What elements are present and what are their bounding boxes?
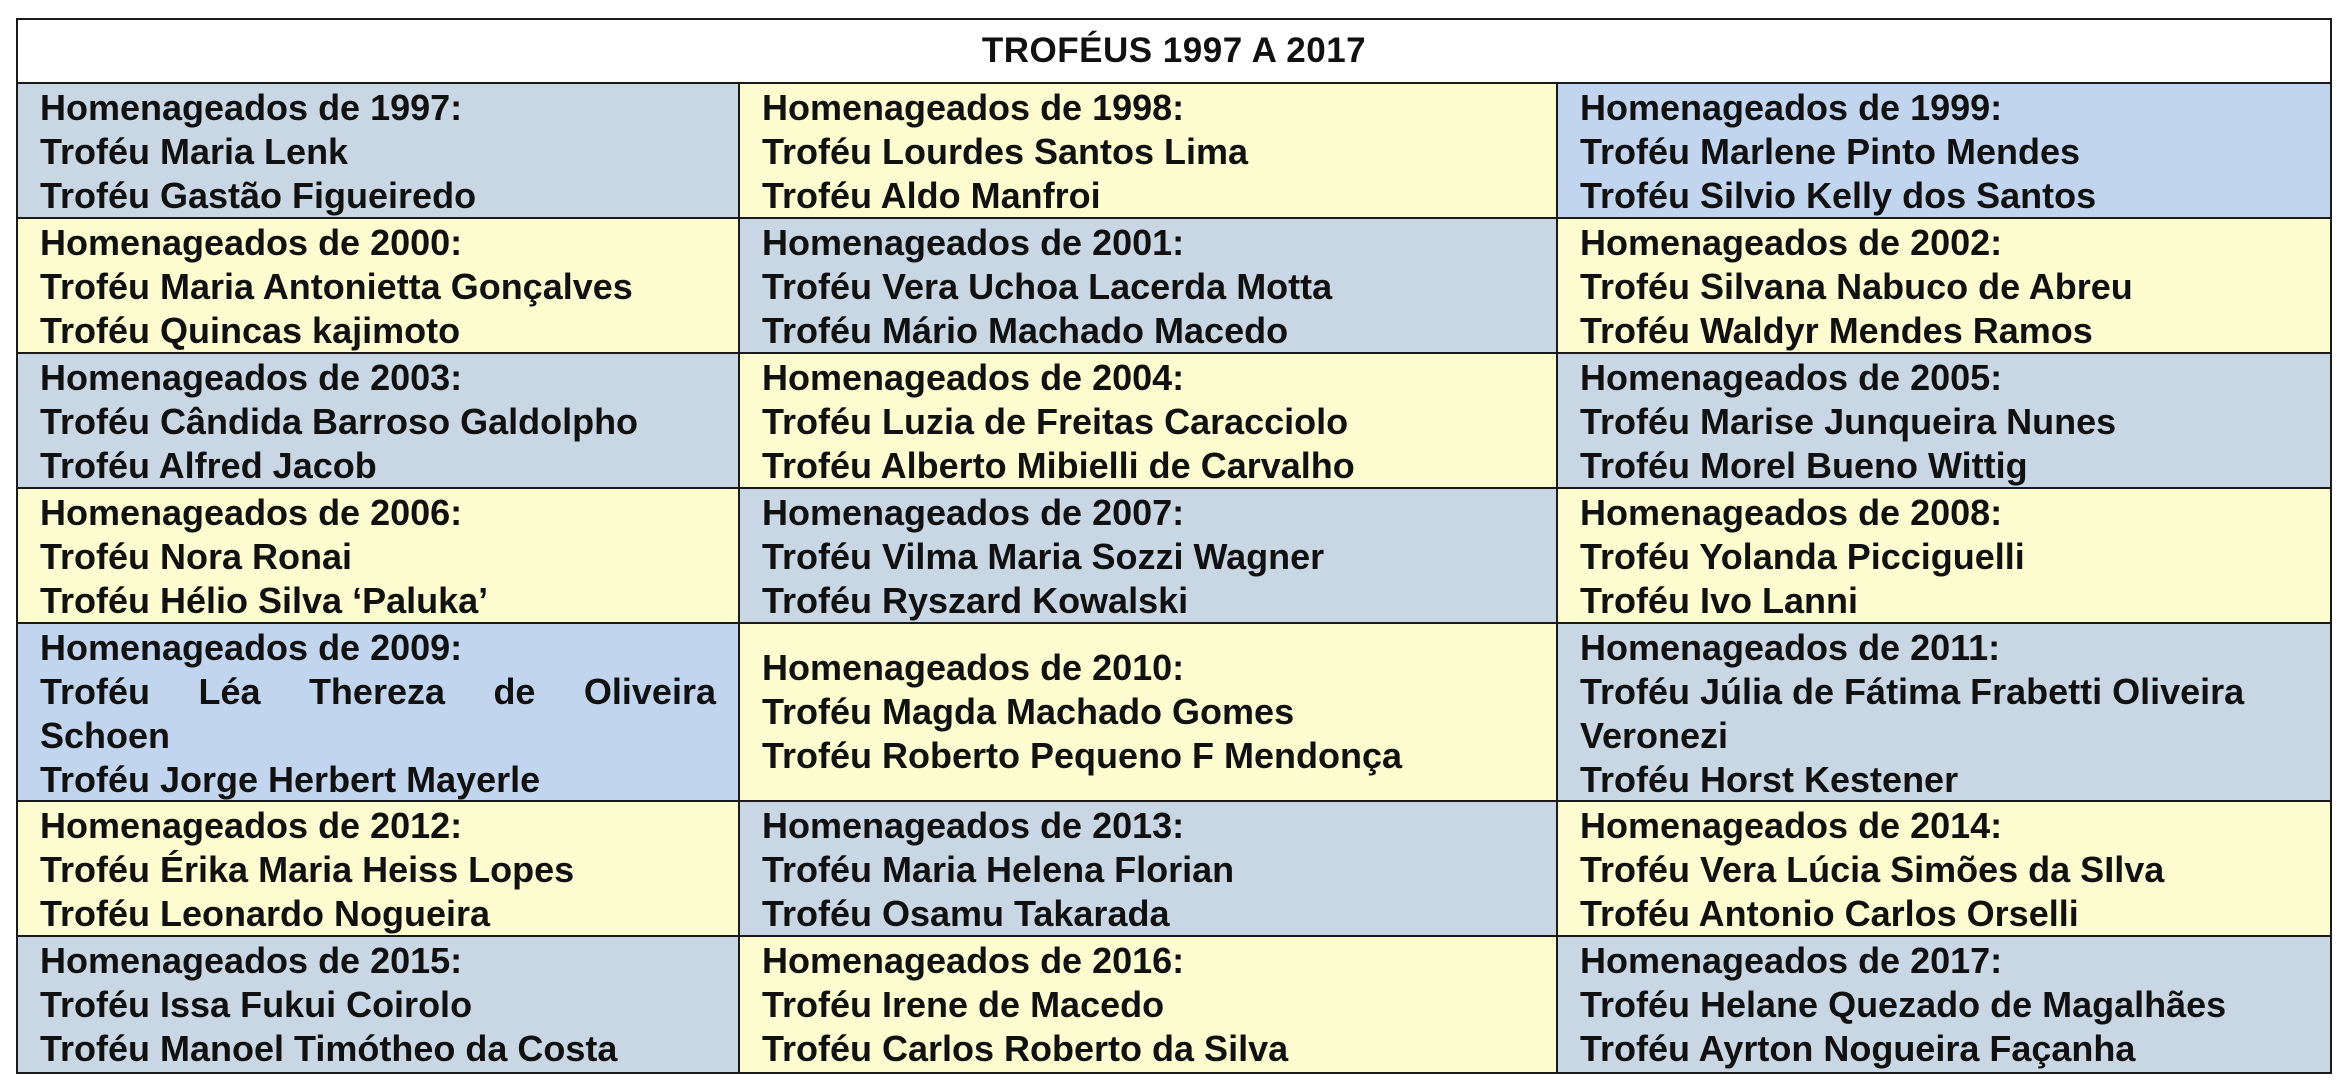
cell-2014: [1558, 802, 2330, 937]
trophy-name: Troféu Hélio Silva ‘Paluka’: [40, 580, 489, 621]
year-heading: Homenageados de 1998:: [762, 87, 1185, 128]
trophy-name: Troféu Gastão Figueiredo: [40, 175, 477, 216]
trophy-name: Troféu Silvio Kelly dos Santos: [1580, 175, 2097, 216]
cell-1999: [1558, 84, 2330, 219]
year-heading: Homenageados de 2017:: [1580, 940, 2003, 981]
trophy-name: Troféu Lourdes Santos Lima: [762, 131, 1249, 172]
trophy-name: Troféu Maria Antonietta Gonçalves: [40, 266, 633, 307]
trophy-name: Troféu Roberto Pequeno F Mendonça: [762, 735, 1403, 776]
trophy-name: Troféu Júlia de Fátima Frabetti Oliveira: [1580, 671, 2245, 712]
honorees-grid: [18, 84, 2330, 1072]
year-heading: Homenageados de 2004:: [762, 357, 1185, 398]
trophy-name: Troféu Érika Maria Heiss Lopes: [40, 849, 575, 890]
trophy-name: Troféu Nora Ronai: [40, 536, 353, 577]
year-heading: Homenageados de 2001:: [762, 222, 1185, 263]
trophy-table: [16, 18, 2332, 1074]
cell-2001: [740, 219, 1558, 354]
trophy-name: Troféu Ryszard Kowalski: [762, 580, 1189, 621]
year-heading: Homenageados de 2013:: [762, 805, 1185, 846]
trophy-name: Troféu Manoel Timótheo da Costa: [40, 1028, 618, 1069]
trophy-name: Troféu Osamu Takarada: [762, 893, 1170, 934]
cell-2009: [18, 624, 740, 802]
cell-2004: [740, 354, 1558, 489]
trophy-name: Troféu Yolanda Picciguelli: [1580, 536, 2025, 577]
cell-2007: [740, 489, 1558, 624]
year-heading: Homenageados de 2005:: [1580, 357, 2003, 398]
trophy-name: Troféu Maria Lenk: [40, 131, 349, 172]
cell-2005: [1558, 354, 2330, 489]
year-heading: Homenageados de 2015:: [40, 940, 463, 981]
year-heading: Homenageados de 2002:: [1580, 222, 2003, 263]
trophy-name: Troféu Aldo Manfroi: [762, 175, 1101, 216]
trophy-name: Troféu Issa Fukui Coirolo: [40, 984, 473, 1025]
table-title: TROFÉUS 1997 A 2017: [18, 20, 2330, 84]
trophy-name: Troféu Jorge Herbert Mayerle: [40, 759, 541, 800]
cell-2016: [740, 937, 1558, 1072]
cell-1998: [740, 84, 1558, 219]
cell-2000: [18, 219, 740, 354]
cell-1997: [18, 84, 740, 219]
trophy-name: Troféu Helane Quezado de Magalhães: [1580, 984, 2227, 1025]
trophy-name: Troféu Léa Thereza de Oliveira: [40, 671, 716, 712]
year-heading: Homenageados de 2003:: [40, 357, 463, 398]
trophy-name: Troféu Morel Bueno Wittig: [1580, 445, 2028, 486]
cell-2012: [18, 802, 740, 937]
trophy-name: Troféu Maria Helena Florian: [762, 849, 1235, 890]
trophy-name: Troféu Ivo Lanni: [1580, 580, 1859, 621]
cell-2008: [1558, 489, 2330, 624]
year-heading: Homenageados de 2006:: [40, 492, 463, 533]
trophy-name: Troféu Ayrton Nogueira Façanha: [1580, 1028, 2136, 1069]
trophy-name: Troféu Vilma Maria Sozzi Wagner: [762, 536, 1325, 577]
trophy-name: Troféu Waldyr Mendes Ramos: [1580, 310, 2093, 351]
trophy-name: Troféu Silvana Nabuco de Abreu: [1580, 266, 2133, 307]
year-heading: Homenageados de 1999:: [1580, 87, 2003, 128]
trophy-name: Troféu Leonardo Nogueira: [40, 893, 491, 934]
cell-2010: [740, 624, 1558, 802]
trophy-name: Troféu Marlene Pinto Mendes: [1580, 131, 2081, 172]
year-heading: Homenageados de 2014:: [1580, 805, 2003, 846]
trophy-name: Troféu Magda Machado Gomes: [762, 691, 1295, 732]
trophy-name: Troféu Carlos Roberto da Silva: [762, 1028, 1289, 1069]
trophy-name: Troféu Quincas kajimoto: [40, 310, 461, 351]
cell-2006: [18, 489, 740, 624]
year-heading: Homenageados de 2009:: [40, 627, 463, 668]
trophy-name: Troféu Luzia de Freitas Caracciolo: [762, 401, 1349, 442]
year-heading: Homenageados de 2016:: [762, 940, 1185, 981]
trophy-name-continued: Veronezi: [1580, 715, 1729, 756]
year-heading: Homenageados de 1997:: [40, 87, 463, 128]
year-heading: Homenageados de 2000:: [40, 222, 463, 263]
trophy-name: Troféu Cândida Barroso Galdolpho: [40, 401, 639, 442]
year-heading: Homenageados de 2007:: [762, 492, 1185, 533]
year-heading: Homenageados de 2012:: [40, 805, 463, 846]
trophy-name: Troféu Irene de Macedo: [762, 984, 1165, 1025]
cell-2003: [18, 354, 740, 489]
cell-2017: [1558, 937, 2330, 1072]
trophy-name: Troféu Antonio Carlos Orselli: [1580, 893, 2079, 934]
trophy-name-continued: Schoen: [40, 715, 171, 756]
trophy-name: Troféu Horst Kestener: [1580, 759, 1959, 800]
trophy-name: Troféu Alberto Mibielli de Carvalho: [762, 445, 1355, 486]
cell-2015: [18, 937, 740, 1072]
year-heading: Homenageados de 2010:: [762, 647, 1185, 688]
cell-2013: [740, 802, 1558, 937]
trophy-name: Troféu Mário Machado Macedo: [762, 310, 1289, 351]
trophy-name: Troféu Vera Uchoa Lacerda Motta: [762, 266, 1333, 307]
year-heading: Homenageados de 2011:: [1580, 627, 2001, 668]
year-heading: Homenageados de 2008:: [1580, 492, 2003, 533]
trophy-name: Troféu Marise Junqueira Nunes: [1580, 401, 2117, 442]
trophy-name: Troféu Alfred Jacob: [40, 445, 377, 486]
trophy-name: Troféu Vera Lúcia Simões da SIlva: [1580, 849, 2165, 890]
cell-2002: [1558, 219, 2330, 354]
cell-2011: [1558, 624, 2330, 802]
